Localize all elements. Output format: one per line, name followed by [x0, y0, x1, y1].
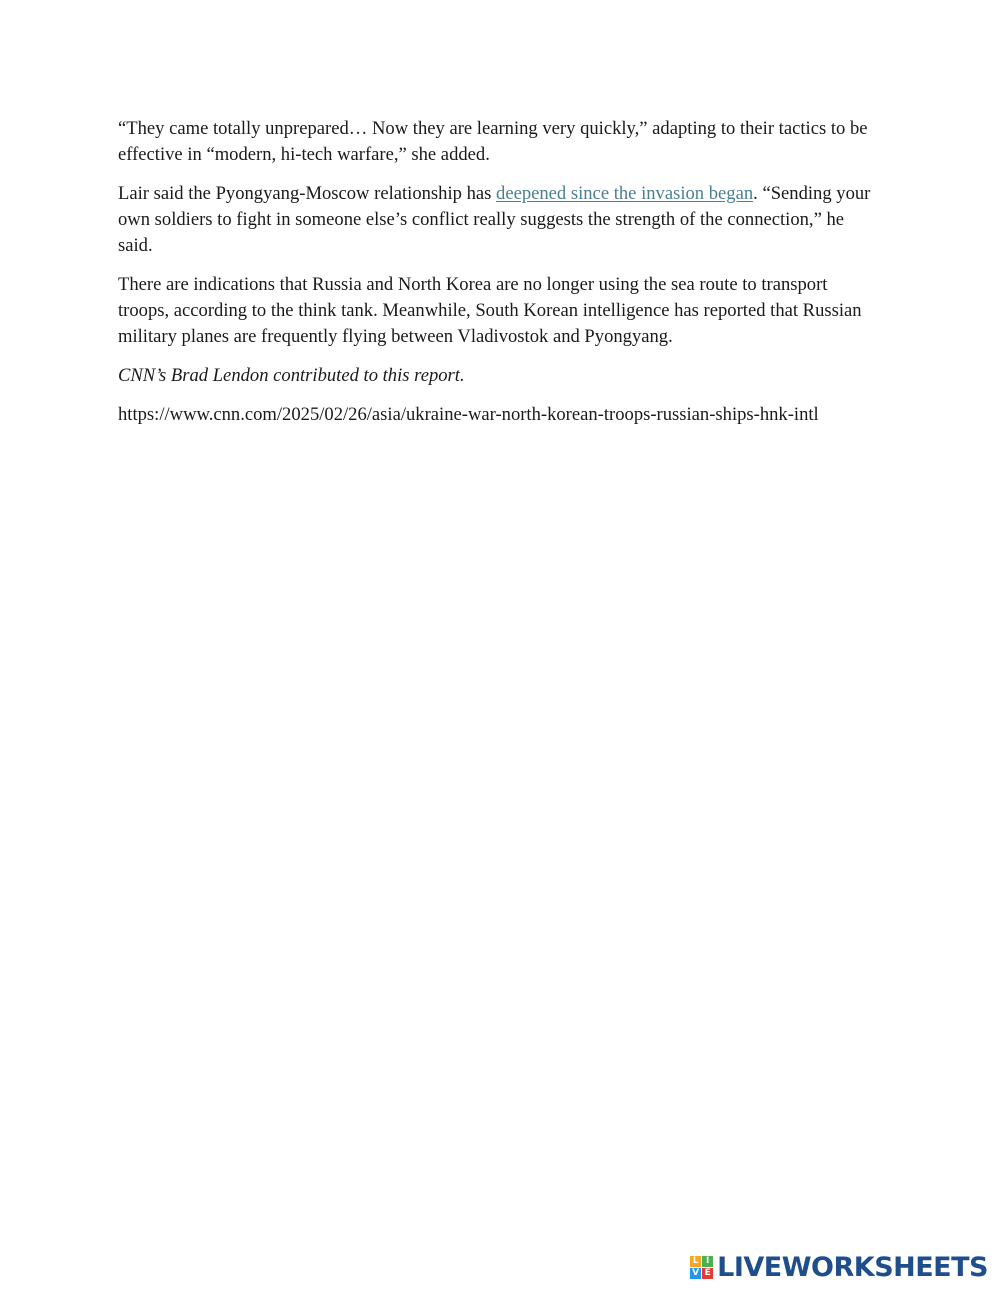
author-credit: CNN’s Brad Lendon contributed to this report. — [118, 365, 465, 386]
liveworksheets-logo[interactable] — [690, 1252, 988, 1282]
paragraph-relationship — [118, 181, 878, 259]
liveworksheets-logo-text: LIVEWORKSHEETS — [717, 1251, 988, 1283]
paragraph-relationship-lead: Lair said the Pyongyang-Moscow relationship has — [118, 183, 497, 204]
paragraph-relationship-tail: . “Sending your own soldiers to fight in someone else’s conflict really suggests the strength of the connection,” he said. — [118, 183, 871, 256]
paragraph-transport: There are indications that Russia and North Korea are no longer using the sea route to transport troops, according to the think tank. Meanwhile, South Korean intelligence has reported that Russian military planes are frequently flying between Vladivostok and Pyongyang. — [118, 274, 862, 347]
logo-mark-tile: I — [702, 1256, 713, 1267]
source-url: https://www.cnn.com/2025/02/26/asia/ukraine-war-north-korean-troops-russian-ships-hnk-intl — [118, 404, 819, 425]
logo-mark-tile: V — [690, 1268, 701, 1279]
liveworksheets-logo-icon — [690, 1256, 713, 1279]
paragraph-quote: “They came totally unprepared… Now they are learning very quickly,” adapting to their tactics to be effective in “modern, hi-tech warfare,” she added. — [118, 118, 868, 165]
article-page — [118, 116, 878, 441]
logo-mark-tile: E — [702, 1268, 713, 1279]
invasion-article-link[interactable]: deepened since the invasion began — [496, 183, 754, 204]
logo-mark-tile: L — [690, 1256, 701, 1267]
